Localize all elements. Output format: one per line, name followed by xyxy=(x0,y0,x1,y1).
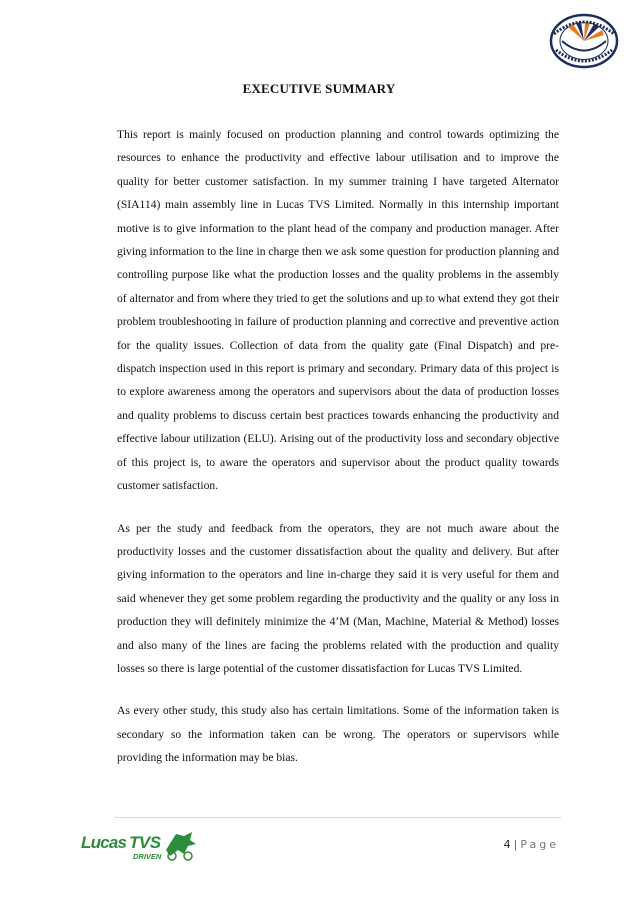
summary-paragraph-1: This report is mainly focused on production planning and control towards optimizing the resources to enhance the productivity and effective labour utilisation and to improve the quality for better customer satisfaction. In my summer training I have targeted Alternator (SIA114) main assembly line in Lucas TVS Limited. Normally in this internship important motive is to give information to the plant head of the company and production manager. After giving information to the line in charge then we ask some question for production planning and controlling purpose like what the production losses and the quality problems in the assembly of alternator and from where they tried to get the solutions and up to what extend they got their problem troubleshooting in failure of production planning and corrective and preventive action for the quality issues. Collection of data from the quality gate (Final Dispatch) and pre-dispatch inspection used in this report is primary and secondary. Primary data of this project is to explore awareness among the operators and supervisors about the data of production losses and quality problems to discuss certain best practices towards enhancing the productivity and effective labour utilization (ELU). Arising out of the productivity loss and secondary objective of this project is, to aware the operators and supervisor about the product quality towards customer satisfaction. xyxy=(117,128,559,493)
lucas-tvs-logo xyxy=(80,826,198,862)
summary-paragraph-2: As per the study and feedback from the operators, they are not much aware about the productivity losses and the customer dissatisfaction about the quality and delivery. But after giving information to the operators and line in-charge they said it is very useful for them and said whenever they get some problem regarding the productivity and the quality or any loss in production they will definitely minimize the 4’M (Man, Machine, Material & Method) losses and also many of the lines are facing the problems related with the production and quality losses so there is large potential of the customer dissatisfaction for Lucas TVS Limited. xyxy=(117,521,559,675)
page-label: Page xyxy=(520,838,559,851)
page-number-separator: | xyxy=(513,838,518,851)
footer-divider xyxy=(115,817,561,818)
svg-text:TVS: TVS xyxy=(129,833,161,852)
summary-paragraph-3: As every other study, this study also has certain limitations. Some of the information taken is secondary so the information taken can be wrong. The operators or supervisors while providing the information may be bias. xyxy=(117,704,559,765)
svg-text:Lucas: Lucas xyxy=(81,833,127,852)
document-body xyxy=(117,123,559,789)
page-number xyxy=(504,838,559,851)
page-number-value: 4 xyxy=(503,838,511,851)
page-title: EXECUTIVE SUMMARY xyxy=(242,81,396,96)
svg-text:DRIVEN: DRIVEN xyxy=(133,852,162,861)
university-seal-logo xyxy=(548,12,620,70)
